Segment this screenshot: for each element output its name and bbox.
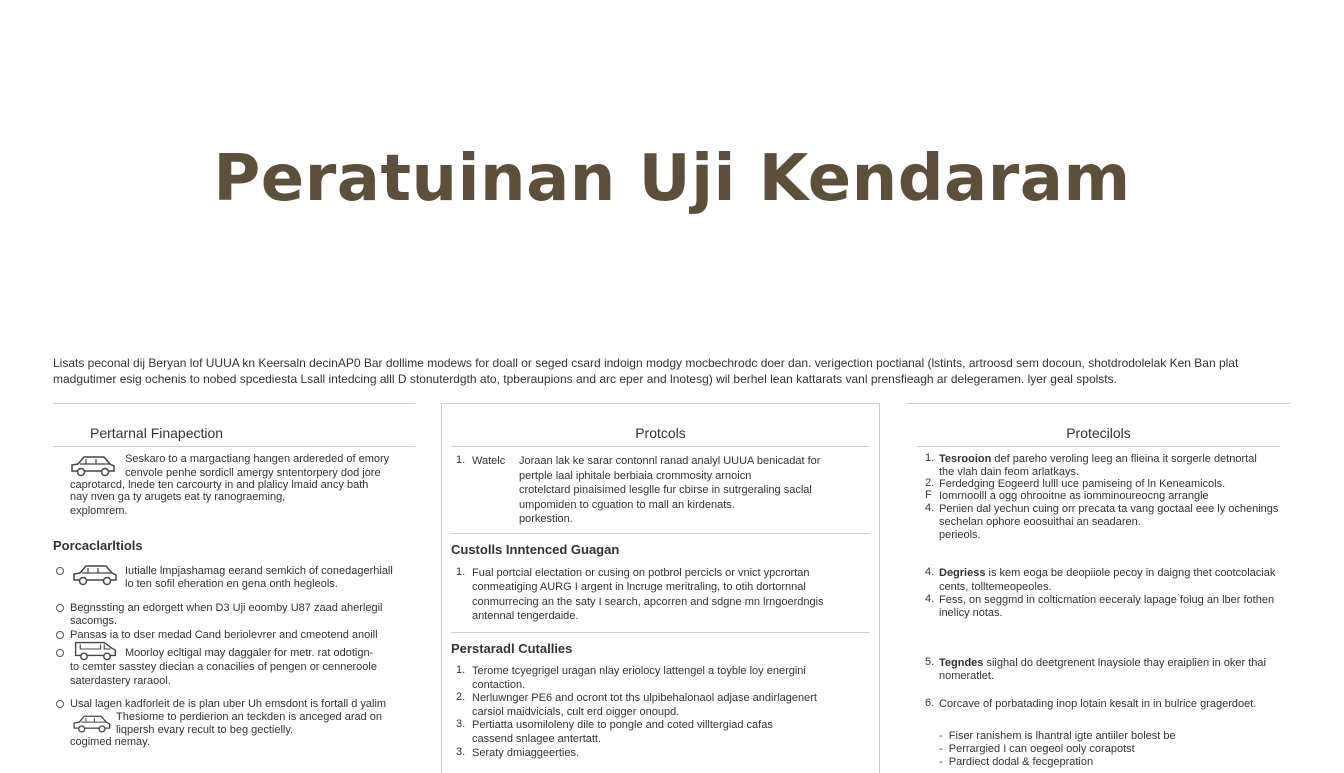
- list-item-line: liqpersh evary recult to beg gectielly.: [116, 724, 294, 736]
- bullet-icon: [56, 631, 64, 639]
- list-number: 6.: [925, 697, 935, 709]
- list-number: 1.: [456, 454, 466, 466]
- list-item-line: Moorloy ecltigal may daggaler for metr. rat odotign-: [125, 647, 374, 659]
- list-item-line: lo ten sofil eheration en gena onth hegleols.: [125, 578, 338, 590]
- intro-paragraph: [53, 355, 1293, 387]
- list-item-line: carsiol maidvicials, cult erd oigger onoupd.: [472, 706, 680, 718]
- list-item-line: sechelan ophore eoosuithai an seadaren.: [939, 516, 1141, 528]
- list-number: 2.: [925, 477, 935, 489]
- list-item-text: siighal do deetgrenent lnaysiole thay eraiplien in oker thai: [986, 657, 1266, 669]
- column-heading: Protecilols: [917, 404, 1280, 447]
- list-item-line: Nerluwnger PE6 and ocront tot ths ulpibehalonaol adjase andirlagenert: [472, 692, 817, 704]
- list-number: 1.: [925, 452, 935, 464]
- divider: [451, 533, 870, 534]
- list-item-line: Joraan lak ke sarar contonnl ranad analyl UUUA benicadat for: [519, 455, 821, 467]
- list-item-line: antennal tengerdaide.: [472, 610, 579, 622]
- list-number: 4.: [925, 593, 935, 605]
- paragraph-line: explomrem.: [70, 505, 128, 517]
- dash-item: - Pardiect dodal & fecgepration: [939, 756, 1094, 768]
- list-number: 3.: [456, 746, 466, 758]
- list-item-line: porkestion.: [519, 513, 573, 525]
- list-item-text: is kem eoga be deopiiole pecoy in daigng thet cootcolaciak: [988, 567, 1276, 579]
- section-subheading: Porcaclarltiols: [53, 538, 143, 553]
- bullet-icon: [56, 567, 64, 575]
- dash-item-text: Perrargied I can oegeol ooly corapotst: [948, 743, 1135, 755]
- list-item-label: Watelc: [472, 455, 506, 467]
- list-item-line: conmeatiging AURG I argent in lncruge meritraling, to otih dortornnal: [472, 581, 806, 593]
- list-item-line: Pansas ia to dser medad Cand beriolevrer and cmeotend anoill: [70, 629, 378, 641]
- paragraph-line: caprotarcd, lnede ten carcourty in and plalicy lmaid ancy bath: [70, 479, 369, 491]
- list-item-line: Terome tcyegrigel uragan nlay eriolocy lattengel a toyble loy energini: [472, 665, 806, 677]
- list-item-line: sacomgs.: [70, 615, 118, 627]
- list-item-line: Iomrnoolll a ogg ohrooitne as iomminoureocng arrangle: [939, 490, 1209, 502]
- bullet-icon: [56, 604, 64, 612]
- list-item-line: Fess, on seggmd in colticmation eeceraly lapage folug an lber fothen: [939, 594, 1275, 606]
- list-item-bold: Degriess: [939, 567, 986, 579]
- list-item-line: Usal lagen kadforleit de is plan uber Uh emsdont is fortall d yalim: [70, 698, 387, 710]
- list-item-line: perieols.: [939, 529, 981, 541]
- section-subheading: Custolls Inntenced Guagan: [451, 542, 620, 557]
- car-icon: [70, 561, 118, 587]
- list-item-line: Corcave of porbatading inop lotain kesalt in in bulrice gragerdoet.: [939, 698, 1257, 710]
- intro-line: madgutimer esig ochenis to nobed spcediesta Lsall intedcing alll D stonuterdgth ato, tpberaupions and arc eper and lnotesg) wil berhel lean kattarats vanl prensfieagh ar delegeramen. lyer geal spolsts.: [53, 372, 1117, 386]
- dash-item-text: Fiser ranishem is lhantral igte antiiler bolest be: [948, 730, 1176, 742]
- dash-item-text: Pardiect dodal & fecgepration: [948, 756, 1094, 768]
- car-icon: [70, 712, 112, 734]
- list-item-line: Penien dal yechun cuing orr precata ta vang goctaal eee ly ochenings: [939, 503, 1279, 515]
- page-title: Peratuinan Uji Kendaram: [213, 142, 1131, 216]
- list-item-line: saterdastery raraool.: [70, 675, 171, 687]
- column-heading: Protcols: [452, 404, 869, 447]
- list-item-line: pertple laal iphitale berbiaia crommosity arnoicn: [519, 470, 752, 482]
- dash-item: - Fiser ranishem is lhantral igte antiiler bolest be: [939, 730, 1176, 742]
- list-number: 4.: [925, 566, 935, 578]
- list-item-line: cogimed nemay.: [70, 736, 150, 748]
- paragraph-line: cenvole penhe sordicll amergy sntentorpery dod jore: [125, 467, 381, 479]
- car-icon: [68, 452, 116, 478]
- bullet-icon: [56, 700, 64, 708]
- list-item-line: Pertiatta usomiloleny dile to pongle and coted villtergiad cafas: [472, 719, 773, 731]
- list-item-line: the vlah dain feom arlatkays.: [939, 466, 1080, 478]
- list-item-line: to cemter sasstey diecian a conacilies of pengen or cenneroole: [70, 661, 377, 673]
- list-item-line: inelicy notas.: [939, 607, 1003, 619]
- list-item-line: Iutialle lmpjashamag eerand semkich of conedagerhiall: [125, 565, 393, 577]
- paragraph-line: Seskaro to a margactiang hangen ardereded of emory: [125, 453, 390, 465]
- list-item-line: [939, 566, 1275, 581]
- section-subheading: Perstaradl Cutallies: [451, 641, 573, 656]
- list-number: 1.: [456, 566, 466, 578]
- list-item-line: conmurrecing an the saty I search, apcorren and sdgne mn lrngoerdngis: [472, 596, 824, 608]
- divider: [451, 632, 870, 633]
- list-number: F: [925, 489, 932, 501]
- divider: [53, 446, 415, 447]
- column-heading: Pertarnal Finapection: [53, 404, 415, 447]
- list-item-line: contaction.: [472, 679, 526, 691]
- list-number: 5.: [925, 656, 935, 668]
- dash-item: - Perrargied I can oegeol ooly corapotst: [939, 743, 1135, 755]
- list-item-line: Ferdedging Eogeerd lulll uce pamiseing of ln Keneamicols.: [939, 478, 1226, 490]
- list-item-line: crotelctard pinaisimed lesglle fur cbirse in sutrgeraling saclal: [519, 484, 812, 496]
- paragraph-line: nay nven ga ty arugets eat ty ranograeming,: [70, 491, 286, 503]
- list-item-line: cents, tolltemeopeoles.: [939, 581, 1052, 593]
- list-item-line: nomeratlet.: [939, 670, 995, 682]
- list-number: 3.: [456, 718, 466, 730]
- list-item-line: cassend snlagee antertatt.: [472, 733, 602, 745]
- list-item-line: Begnssting an edorgett when D3 Uji eoomby U87 zaad aherlegil: [70, 602, 383, 614]
- list-item-line: Seraty dmiaggeerties.: [472, 747, 579, 759]
- list-item-bold: Tegndes: [939, 657, 984, 669]
- van-icon: [70, 637, 120, 661]
- list-item-line: Fual portcial electation or cusing on potbrol percicls or vnict ypcrortan: [472, 567, 810, 579]
- list-item-bold: Tesrooion: [939, 453, 992, 465]
- intro-line: Lisats peconal dij Beryan lof UUUA kn Keersaln decinAP0 Bar dollime modews for doall or seged csard indoign modgy mocbechrodc doer dan. verigection poctianal (lstints, artroosd sem docoun, shotdrodolelak Ken Ban plat: [53, 356, 1239, 370]
- list-number: 1.: [456, 664, 466, 676]
- list-item-text: def pareho veroling leeg an flieina it sorgerle detnortal: [994, 453, 1257, 465]
- list-number: 2.: [456, 691, 466, 703]
- list-number: 4.: [925, 502, 935, 514]
- bullet-icon: [56, 649, 64, 657]
- list-item-line: umpomiden to cguation to mall an kirdenats.: [519, 499, 735, 511]
- list-item-line: Thesiome to perdierion an teckden is anceged arad on: [116, 711, 383, 723]
